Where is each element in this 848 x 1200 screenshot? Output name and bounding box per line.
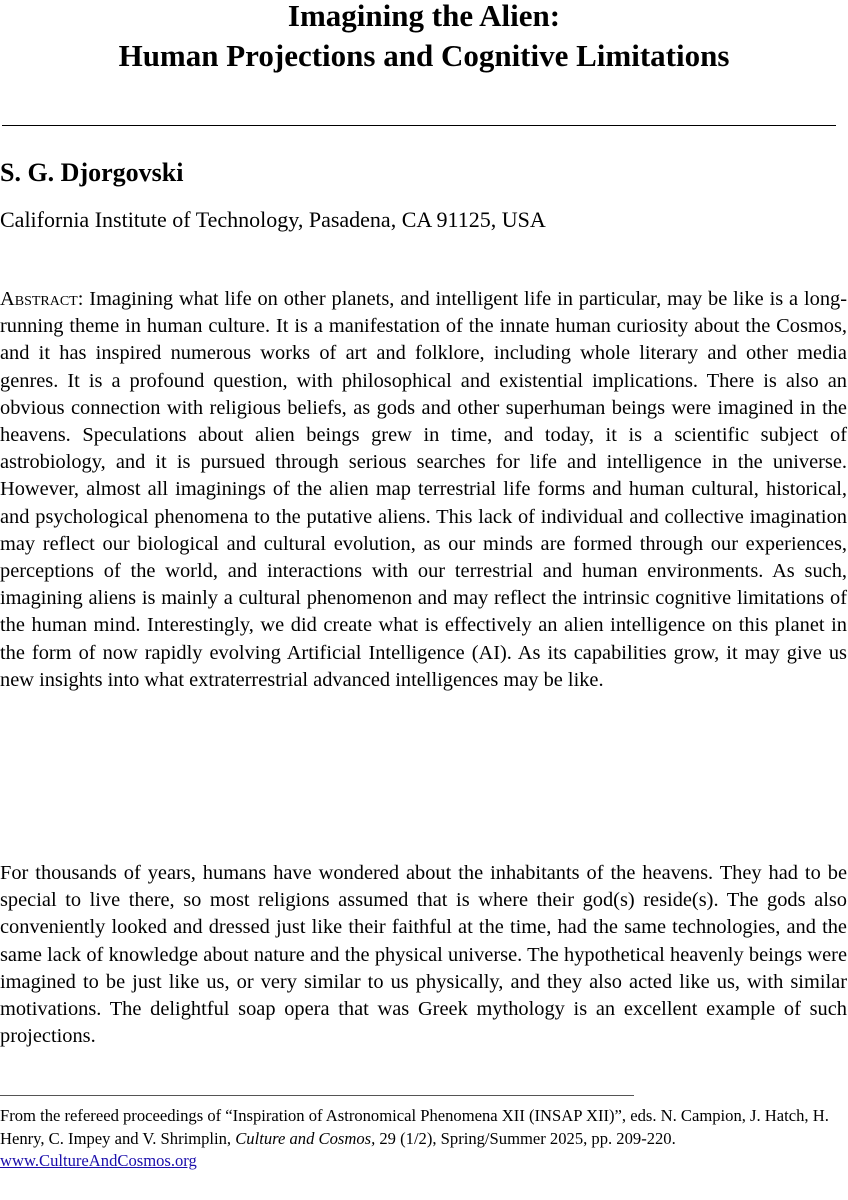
author-name: S. G. Djorgovski: [0, 158, 184, 187]
intro-paragraph: For thousands of years, humans have wondered about the inhabitants of the heavens. They had to be special to live there, so most religions assumed that is where their god(s) reside(s). The gods also conveniently looked and dressed just like their faithful at the time, had the same technologies, and the same lack of knowledge about nature and the physical universe. The hypothetical heavenly beings were imagined to be just like us, or very similar to us physically, and they also acted like us, with similar motivations. The delightful soap opera that was Greek mythology is an excellent example of such projections.: [0, 862, 847, 1048]
author-affiliation: California Institute of Technology, Pasadena, CA 91125, USA: [0, 207, 546, 232]
abstract-text: Imagining what life on other planets, and intelligent life in particular, may be like is a long-running theme in human culture. It is a manifestation of the innate human curiosity about the Cosmos, and it has inspired numerous works of art and folklore, including whole literary and other media genres. It is a profound question, with philosophical and existential implications. There is also an obvious connection with religious beliefs, as gods and other superhuman beings were imagined in the heavens. Speculations about alien beings grew in time, and today, it is a scientific subject of astrobiology, and it is pursued through serious searches for life and intelligence in the universe. However, almost all imaginings of the alien map terrestrial life forms and human cultural, historical, and psychological phenomena to the putative aliens. This lack of individual and collective imagination may reflect our biological and cultural evolution, as our minds are formed through our experiences, perceptions of the world, and interactions with our terrestrial and human environments. As such, imagining aliens is mainly a cultural phenomenon and may reflect the intrinsic cognitive limitations of the human mind. Interestingly, we did create what is effectively an alien intelligence on this planet in the form of now rapidly evolving Artificial Intelligence (AI). As its capabilities grow, it may give us new insights into what extraterrestrial advanced intelligences may be like.: [0, 288, 847, 691]
footnote-divider: [0, 1095, 634, 1096]
footnote-text-before: From the refereed proceedings of “Inspiration of Astronomical Phenomena XII (INSAP XII)”, eds. N. Campion, J. Hatch, H. Henry, C. Impey and V. Shrimplin,: [0, 1106, 829, 1148]
footnote-text-after: 29 (1/2), Spring/Summer 2025, pp. 209-220.: [375, 1128, 676, 1148]
website-link[interactable]: www.CultureAndCosmos.org: [0, 1151, 197, 1171]
paper-title: [0, 0, 848, 76]
title-divider: [2, 125, 836, 126]
abstract-separator: :: [77, 288, 90, 310]
abstract-paragraph: [0, 286, 847, 694]
abstract-label: Abstract: [0, 288, 78, 310]
title-line-1: Imagining the Alien:: [287, 0, 561, 33]
title-line-2: Human Projections and Cognitive Limitations: [118, 38, 730, 73]
footnote: [0, 1105, 848, 1173]
footnote-journal: Culture and Cosmos,: [235, 1128, 376, 1148]
